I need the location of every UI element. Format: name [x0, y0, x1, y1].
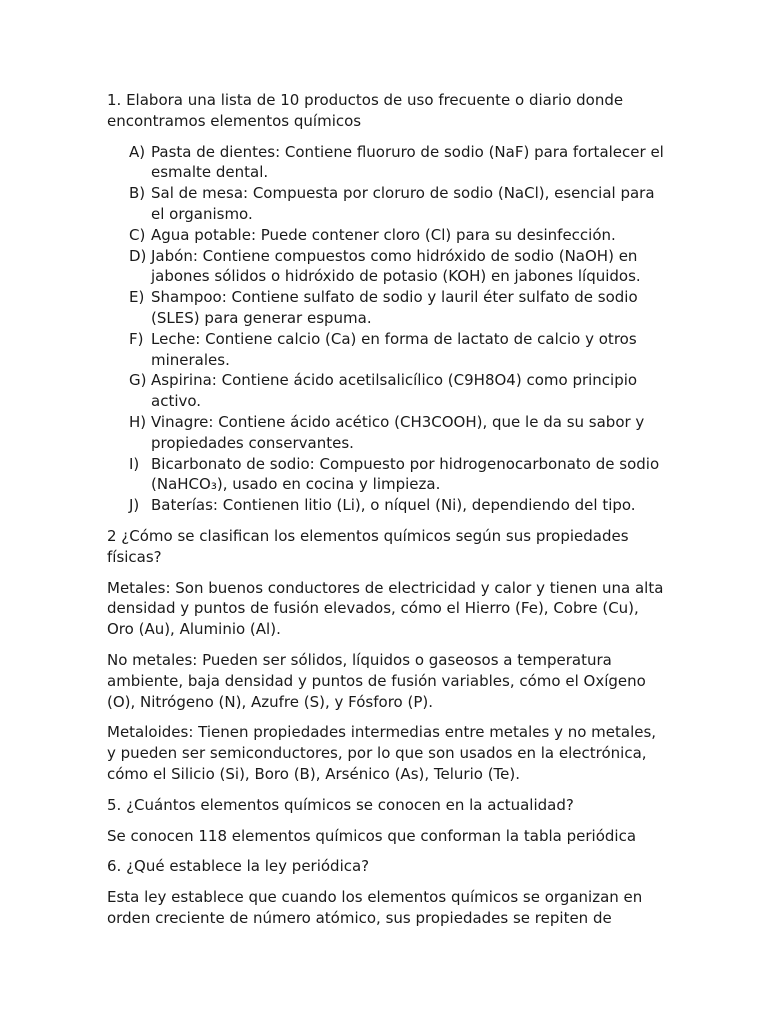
list-item-text: Baterías: Contienen litio (Li), o níquel (Ni), dependiendo del tipo. — [151, 496, 636, 515]
list-item — [107, 454, 668, 496]
list-item — [107, 183, 668, 225]
list-marker: G) — [129, 371, 147, 390]
list-item-text: Vinagre: Contiene ácido acético (CH3COOH), que le da su sabor y propiedades conservantes. — [151, 412, 645, 452]
list-marker: B) — [129, 184, 146, 203]
products-list — [107, 142, 668, 516]
list-item — [107, 495, 668, 516]
list-item-text: Leche: Contiene calcio (Ca) en forma de lactato de calcio y otros minerales. — [151, 329, 637, 369]
list-item — [107, 412, 668, 454]
question-6-answer: Esta ley establece que cuando los elementos químicos se organizan en orden creciente de número atómico, sus propiedades se repiten de — [107, 888, 643, 927]
question-5-answer: Se conocen 118 elementos químicos que conforman la tabla periódica — [107, 826, 637, 845]
list-item-text: Sal de mesa: Compuesta por cloruro de sodio (NaCl), esencial para el organismo. — [151, 184, 655, 223]
list-marker: D) — [129, 246, 147, 265]
list-marker: A) — [129, 142, 146, 161]
question-1-text: 1. Elabora una lista de 10 productos de uso frecuente o diario donde encontramos elementos químicos — [107, 91, 624, 130]
list-marker: H) — [129, 412, 147, 431]
question-5-text: 5. ¿Cuántos elementos químicos se conocen en la actualidad? — [107, 795, 574, 814]
list-item — [107, 225, 668, 246]
list-marker: F) — [129, 329, 144, 348]
list-item-text: Jabón: Contiene compuestos como hidróxido de sodio (NaOH) en jabones sólidos o hidróxido de potasio (KOH) en jabones líquidos. — [151, 246, 641, 286]
list-item-text: Aspirina: Contiene ácido acetilsalicílico (C9H8O4) como principio activo. — [151, 371, 638, 411]
list-item-text: Agua potable: Puede contener cloro (Cl) para su desinfección. — [151, 225, 616, 244]
question-1-section — [107, 90, 668, 516]
list-marker: I) — [129, 454, 140, 473]
metaloides-paragraph: Metaloides: Tienen propiedades intermedias entre metales y no metales, y pueden ser semiconductores, por lo que son usados en la electrónica, cómo el Silicio (Si), Boro (B), Arsénico (As), Telurio (Te). — [107, 723, 657, 783]
list-item — [107, 142, 668, 184]
metales-paragraph: Metales: Son buenos conductores de electricidad y calor y tienen una alta densidad y puntos de fusión elevados, cómo el Hierro (Fe), Cobre (Cu), Oro (Au), Aluminio (Al). — [107, 578, 664, 639]
question-6-text: 6. ¿Qué establece la ley periódica? — [107, 857, 370, 876]
list-item — [107, 287, 668, 329]
list-item-text: Shampoo: Contiene sulfato de sodio y lauril éter sulfato de sodio (SLES) para generar espuma. — [151, 288, 638, 327]
list-item — [107, 370, 668, 412]
list-marker: E) — [129, 288, 145, 307]
list-item — [107, 246, 668, 288]
list-item — [107, 329, 668, 371]
question-2-text: 2 ¿Cómo se clasifican los elementos químicos según sus propiedades físicas? — [107, 526, 629, 566]
list-marker: J) — [129, 496, 140, 515]
list-item-text: Bicarbonato de sodio: Compuesto por hidrogenocarbonato de sodio (NaHCO₃), usado en cocina y limpieza. — [151, 454, 660, 494]
no-metales-paragraph: No metales: Pueden ser sólidos, líquidos o gaseosos a temperatura ambiente, baja densidad y puntos de fusión variables, cómo el Oxígeno (O), Nitrógeno (N), Azufre (S), y Fósforo (P). — [107, 650, 646, 711]
list-marker: C) — [129, 225, 146, 244]
list-item-text: Pasta de dientes: Contiene fluoruro de sodio (NaF) para fortalecer el esmalte dental. — [151, 142, 664, 182]
